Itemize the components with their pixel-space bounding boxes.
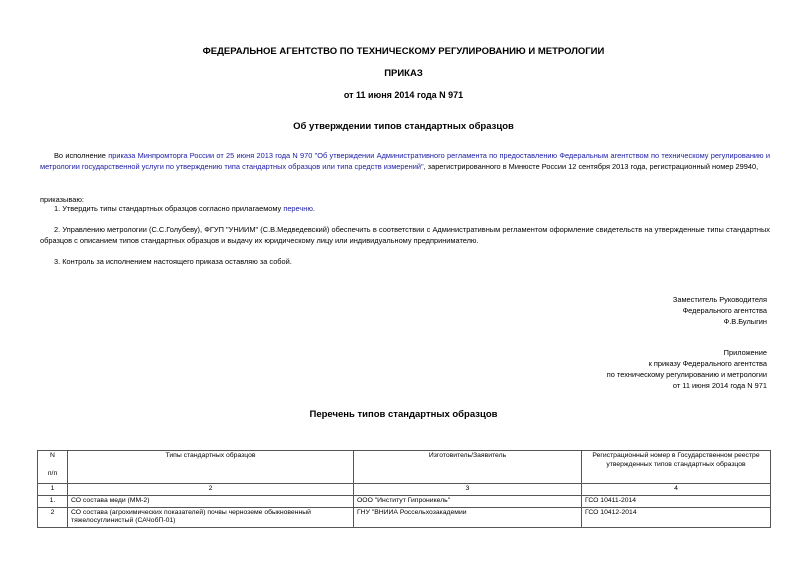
row-reg-number: ГСО 10411-2014 xyxy=(582,495,771,507)
table-row xyxy=(38,507,771,527)
column-number: 1 xyxy=(38,484,68,496)
order-point-2: 2. Управлению метрологии (С.С.Голубеву), ФГУП "УНИИМ" (С.В.Медведевский) обеспечить в соответствии с Административным регламентом оформление свидетельств на утвержденные типы стандартных образцов с описанием типов стандартных образцов и выдачу их юридическому лицу или индивидуальному предпринимателю. xyxy=(40,225,770,245)
row-maker: ООО "Институт Гипроникель" xyxy=(354,495,582,507)
row-number: 2 xyxy=(38,507,68,527)
row-type: СО состава меди (ММ-2) xyxy=(68,495,354,507)
table-row xyxy=(38,495,771,507)
header-maker: Изготовитель/Заявитель xyxy=(354,451,582,484)
signature-agency: Федерального агентства xyxy=(682,306,767,315)
appendix-line-2: к приказу Федерального агентства xyxy=(648,359,767,368)
header-reg-number: Регистрационный номер в Государственном реестре утвержденных типов стандартных образцов xyxy=(582,451,771,484)
intro-prefix: Во исполнение xyxy=(54,151,109,160)
table-header-row xyxy=(38,451,771,484)
intro-suffix: , зарегистрированного в Минюсте России 12 сентября 2013 года, регистрационный номер 29940, xyxy=(423,162,759,171)
column-number: 4 xyxy=(582,484,771,496)
agency-title: ФЕДЕРАЛЬНОЕ АГЕНТСТВО ПО ТЕХНИЧЕСКОМУ РЕГУЛИРОВАНИЮ И МЕТРОЛОГИИ xyxy=(202,46,605,57)
header-type: Типы стандартных образцов xyxy=(68,451,354,484)
row-maker: ГНУ "ВНИИА Россельхозакадемии xyxy=(354,507,582,527)
column-number: 3 xyxy=(354,484,582,496)
list-title: Перечень типов стандартных образцов xyxy=(309,409,498,420)
point-1-end: . xyxy=(312,204,315,213)
header-n: N xyxy=(50,452,55,459)
signature-name: Ф.В.Булыгин xyxy=(723,317,767,326)
appendix-title: Приложение xyxy=(723,348,767,357)
signature-position: Заместитель Руководителя xyxy=(672,295,767,304)
doc-type: ПРИКАЗ xyxy=(384,68,423,79)
row-number: 1. xyxy=(38,495,68,507)
prikazyvayu-text: приказываю: xyxy=(40,195,84,204)
list-link[interactable]: перечню xyxy=(283,204,313,213)
order-date: от 11 июня 2014 года N 971 xyxy=(343,90,464,100)
header-pp: п/п xyxy=(47,469,58,477)
order-point-1 xyxy=(54,203,315,214)
row-reg-number: ГСО 10412-2014 xyxy=(582,507,771,527)
appendix-block xyxy=(607,347,767,391)
intro-paragraph xyxy=(40,150,770,172)
ministry-order-link[interactable]: приказа Минпромторга России от 25 июня 2013 года N 970 "Об утверждении Административного регламента по предоставлению Федеральным агентством по техническому регулированию и метрологии государственной услуги по утверждению типа стандартных образцов или типа средств измерений" xyxy=(40,151,770,171)
order-point-3: 3. Контроль за исполнением настоящего приказа оставляю за собой. xyxy=(54,257,292,266)
point-1-text: 1. Утвердить типы стандартных образцов согласно прилагаемому xyxy=(54,204,284,213)
header-number xyxy=(38,451,68,484)
appendix-line-3: по техническому регулированию и метрологии xyxy=(606,370,767,379)
column-number-row xyxy=(38,484,771,496)
order-subject: Об утверждении типов стандартных образцов xyxy=(293,121,514,132)
column-number: 2 xyxy=(68,484,354,496)
appendix-line-4: от 11 июня 2014 года N 971 xyxy=(672,381,767,390)
standard-samples-table xyxy=(37,450,771,528)
row-type: СО состава (агрохимических показателей) почвы черноземе обыкновенный тяжелосуглинистый (САЧобП-01) xyxy=(68,507,354,527)
signature-block xyxy=(673,294,767,327)
